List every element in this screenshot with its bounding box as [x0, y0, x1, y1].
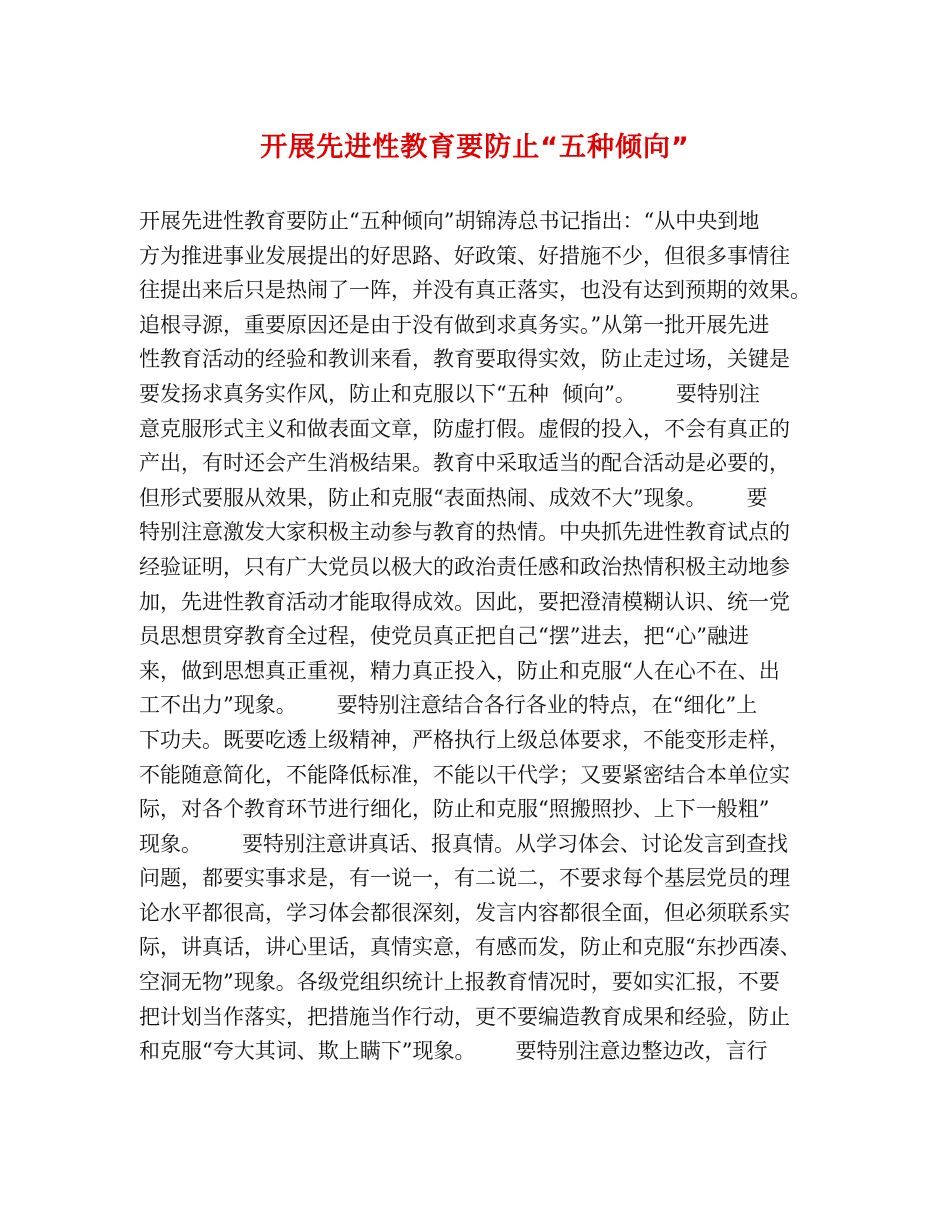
body-line: 现象。 要特别注意讲真话、报真情。从学习体会、讨论发言到查找 [139, 831, 789, 856]
body-line: 来，做到思想真正重视，精力真正投入，防止和克服“人在心不在、出 [139, 658, 780, 683]
body-line: 产出，有时还会产生消极结果。教育中采取适当的配合活动是必要的， [139, 451, 790, 476]
body-line: 和克服“夸大其词、欺上瞒下”现象。 要特别注意边整边改，言行 [139, 1039, 768, 1064]
body-line: 论水平都很高，学习体会都很深刻，发言内容都很全面，但必须联系实 [139, 900, 790, 925]
body-line: 工不出力”现象。 要特别注意结合各行各业的特点，在“细化”上 [139, 693, 758, 718]
body-line: 不能随意简化，不能降低标准，不能以干代学；又要紧密结合本单位实 [139, 762, 790, 787]
body-line: 追根寻源，重要原因还是由于没有做到求真务实。”从第一批开展先进 [139, 312, 770, 337]
body-line: 下功夫。既要吃透上级精神，严格执行上级总体要求，不能变形走样， [139, 727, 790, 752]
body-line: 性教育活动的经验和教训来看，教育要取得实效，防止走过场，关键是 [139, 347, 790, 372]
body-line: 意克服形式主义和做表面文章，防虚打假。虚假的投入，不会有真正的 [139, 416, 790, 441]
body-line: 空洞无物”现象。各级党组织统计上报教育情况时，要如实汇报，不要 [139, 970, 780, 995]
body-line: 加，先进性教育活动才能取得成效。因此，要把澄清模糊认识、统一党 [139, 589, 790, 614]
body-line: 经验证明，只有广大党员以极大的政治责任感和政治热情积极主动地参 [139, 554, 790, 579]
body-line: 问题，都要实事求是，有一说一，有二说二，不要求每个基层党员的理 [139, 866, 790, 891]
body-line: 际，讲真话，讲心里话，真情实意，有感而发，防止和克服“东抄西凑、 [139, 935, 801, 960]
body-line: 往提出来后只是热闹了一阵，并没有真正落实，也没有达到预期的效果。 [139, 278, 811, 303]
body-line: 特别注意激发大家积极主动参与教育的热情。中央抓先进性教育试点的 [139, 520, 790, 545]
body-line: 员思想贯穿教育全过程，使党员真正把自己“摆”进去，把“心”融进 [139, 624, 749, 649]
document-title: 开展先进性教育要防止“五种倾向” [260, 132, 690, 163]
body-line: 方为推进事业发展提出的好思路、好政策、好措施不少，但很多事情往 [139, 243, 790, 268]
document-body [139, 204, 839, 1069]
body-line: 开展先进性教育要防止“五种倾向”胡锦涛总书记指出：“从中央到地 [139, 209, 760, 233]
body-line: 但形式要服从效果，防止和克服“表面热闹、成效不大”现象。 要 [139, 485, 768, 510]
body-line: 要发扬求真务实作风，防止和克服以下“五种 倾向”。 要特别注 [139, 381, 760, 406]
body-line: 把计划当作落实，把措施当作行动，更不要编造教育成果和经验，防止 [139, 1004, 790, 1029]
body-line: 际，对各个教育环节进行细化，防止和克服“照搬照抄、上下一般粗” [139, 797, 770, 822]
